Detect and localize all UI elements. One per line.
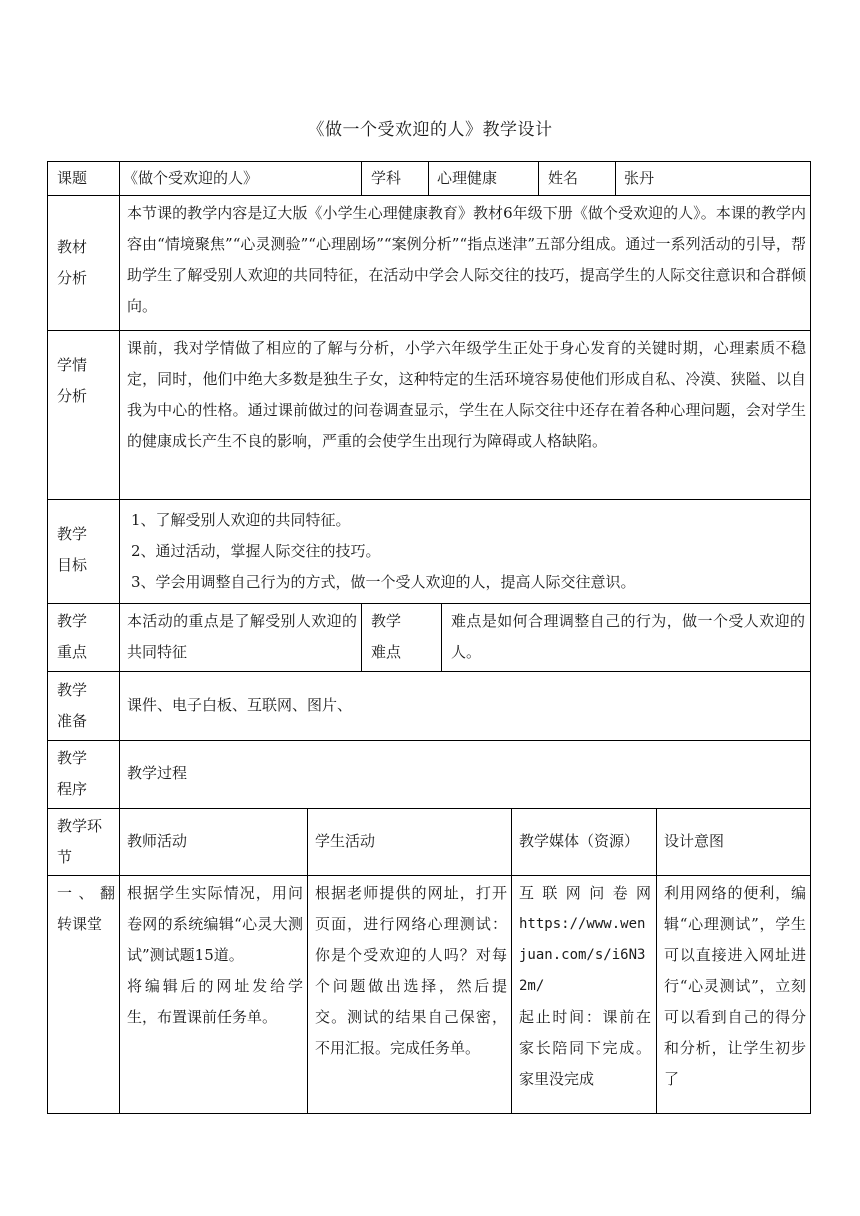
table-border <box>47 499 811 500</box>
survey-link[interactable]: https://www.wenjuan.com/s/i6N32m/ <box>519 916 646 994</box>
goal-item: 3、学会用调整自己行为的方式，做一个受人欢迎的人，提高人际交往意识。 <box>131 573 636 591</box>
procedure-text: 教学过程 <box>127 764 188 782</box>
table-border <box>47 161 48 1114</box>
focus-label: 教学 重点 <box>57 612 88 661</box>
key-point-text: 本活动的重点是了解受别人欢迎的共同特征 <box>127 612 357 661</box>
subject-label: 学科 <box>371 169 402 187</box>
teacher-activity: 根据学生实际情况，用问卷网的系统编辑“心灵大测试”测试题15道。 将编辑后的网址发给学生，布置课前任务单。 <box>127 884 303 1026</box>
topic-value: 《做个受欢迎的人》 <box>123 169 259 187</box>
topic-label: 课题 <box>57 169 88 187</box>
table-border <box>656 808 657 1114</box>
table-border <box>47 808 811 809</box>
prep-label: 教学 准备 <box>57 681 88 730</box>
stage-header: 教学环 节 <box>57 817 103 866</box>
textbook-analysis-text: 本节课的教学内容是辽大版《小学生心理健康教育》教材6年级下册《做个受欢迎的人》。本课的教学内容由“情境聚焦”“心灵测验”“心理剧场”“案例分析”“指点迷津”五部分组成。通过一系列活动的引导，帮助学生了解受别人欢迎的共同特征，在活动中学会人际交往的技巧，提高学生的人际交往意识和合群倾向。 <box>127 204 806 315</box>
table-border <box>428 161 429 196</box>
difficulty-text: 难点是如何合理调整自己的行为，做一个受人欢迎的人。 <box>451 612 805 661</box>
goal-item: 2、通过活动，掌握人际交往的技巧。 <box>131 542 381 560</box>
table-border <box>47 195 811 196</box>
media-resource: 互联网问卷网 https://www.wenjuan.com/s/i6N32m/ 起止时间：课前在家长陪同下完成。家里没完成 <box>519 884 651 1088</box>
table-border <box>615 161 616 196</box>
table-border <box>47 330 811 331</box>
table-border <box>119 161 120 1114</box>
table-border <box>47 1113 811 1114</box>
table-border <box>47 161 811 162</box>
document-title: 《做一个受欢迎的人》教学设计 <box>307 120 553 140</box>
table-border <box>47 875 811 876</box>
table-border <box>511 808 512 1114</box>
name-value: 张丹 <box>624 169 655 187</box>
textbook-label: 教材 分析 <box>57 238 88 287</box>
table-border <box>810 161 811 1114</box>
goal-item: 1、了解受别人欢迎的共同特征。 <box>131 511 351 529</box>
teacher-activity-header: 教师活动 <box>127 832 188 850</box>
table-border <box>307 808 308 1114</box>
table-border <box>47 603 811 604</box>
goals-label: 教学 目标 <box>57 525 88 574</box>
procedure-label: 教学 程序 <box>57 749 88 798</box>
learner-analysis-text: 课前，我对学情做了相应的了解与分析，小学六年级学生正处于身心发育的关键时期，心理素质不稳定，同时，他们中绝大多数是独生子女，这种特定的生活环境容易使他们形成自私、冷漠、狭隘、以自我为中心的性格。通过课前做过的问卷调查显示，学生在人际交往中还存在着各种心理问题，会对学生的健康成长产生不良的影响，严重的会使学生出现行为障碍或人格缺陷。 <box>127 339 806 450</box>
design-intent: 利用网络的便利，编辑“心理测试”，学生可以直接进入网址进行“心灵测试”，立刻可以看到自己的得分和分析，让学生初步了 <box>664 884 806 1088</box>
name-label: 姓名 <box>548 169 579 187</box>
table-border <box>47 671 811 672</box>
stage-name: 一、翻转课堂 <box>57 884 115 933</box>
subject-value: 心理健康 <box>437 169 498 187</box>
table-border <box>361 603 362 672</box>
goals-list <box>131 505 806 598</box>
prep-text: 课件、电子白板、互联网、图片、 <box>127 696 353 714</box>
table-border <box>361 161 362 196</box>
table-border <box>441 603 442 672</box>
media-header: 教学媒体（资源） <box>519 832 640 850</box>
intent-header: 设计意图 <box>664 832 725 850</box>
table-border <box>538 161 539 196</box>
student-activity-header: 学生活动 <box>315 832 376 850</box>
difficulty-label: 教学 难点 <box>371 612 402 661</box>
table-border <box>47 740 811 741</box>
student-activity: 根据老师提供的网址，打开页面，进行网络心理测试：你是个受欢迎的人吗？对每个问题做出选择，然后提交。测试的结果自己保密，不用汇报。完成任务单。 <box>315 884 507 1057</box>
learner-label: 学情 分析 <box>57 356 88 405</box>
